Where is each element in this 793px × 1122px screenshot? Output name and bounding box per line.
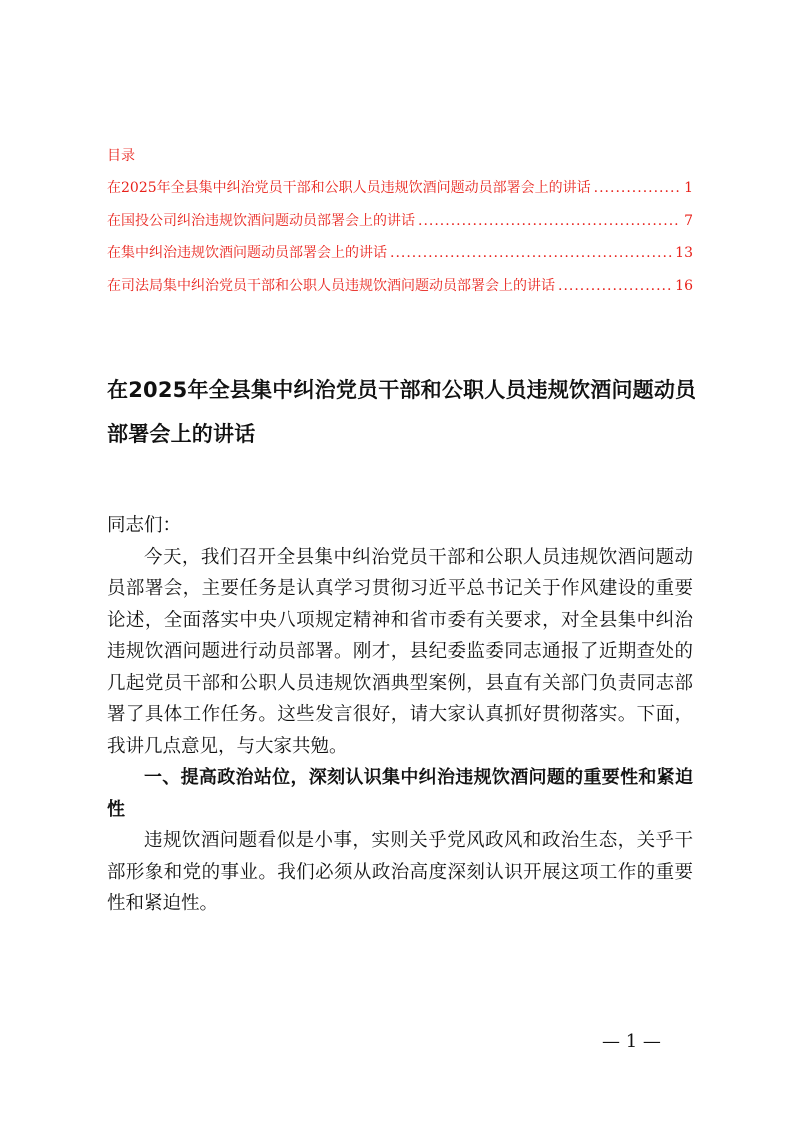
toc-dot-leader [418, 211, 681, 231]
toc-entry[interactable] [107, 276, 693, 296]
toc-entry[interactable] [107, 243, 693, 263]
toc-entry[interactable] [107, 178, 693, 198]
toc-title: 目录 [107, 148, 135, 164]
toc-entry-page: 1 [684, 180, 693, 196]
document-heading: 在2025年全县集中纠治党员干部和公职人员违规饮酒问题动员部署会上的讲话 [107, 378, 697, 446]
paragraph: 今天，我们召开全县集中纠治党员干部和公职人员违规饮酒问题动员部署会，主要任务是认真学习贯彻习近平总书记关于作风建设的重要论述，全面落实中央八项规定精神和省市委有关要求，对全县集中纠治违规饮酒问题进行动员部署。刚才，县纪委监委同志通报了近期查处的几起党员干部和公职人员违规饮酒典型案例，县直有关部门负责同志部署了具体工作任务。这些发言很好，请大家认真抓好贯彻落实。下面，我讲几点意见，与大家共勉。 [107, 546, 693, 757]
toc-dot-leader [390, 243, 672, 263]
toc-entry-text: 在2025年全县集中纠治党员干部和公职人员违规饮酒问题动员部署会上的讲话 [107, 180, 591, 196]
paragraph: 违规饮酒问题看似是小事，实则关乎党风政风和政治生态，关乎干部形象和党的事业。我们必须从政治高度深刻认识开展这项工作的重要性和紧迫性。 [107, 830, 693, 914]
toc-entry-text: 在国投公司纠治违规饮酒问题动员部署会上的讲话 [107, 212, 415, 229]
document-body [107, 510, 693, 920]
page-number: — 1 — [602, 1031, 661, 1052]
table-of-contents [107, 146, 693, 308]
toc-dot-leader [558, 276, 672, 296]
toc-entry-page: 16 [675, 277, 693, 294]
toc-entry-text: 在司法局集中纠治党员干部和公职人员违规饮酒问题动员部署会上的讲话 [107, 277, 555, 294]
section-heading: 一、提高政治站位，深刻认识集中纠治违规饮酒问题的重要性和紧迫性 [107, 767, 693, 820]
toc-entry-text: 在集中纠治违规饮酒问题动员部署会上的讲话 [107, 245, 387, 261]
toc-entry-page: 13 [675, 245, 693, 261]
salutation: 同志们： [107, 515, 182, 536]
toc-entry-page: 7 [684, 212, 693, 229]
toc-entry[interactable] [107, 211, 693, 231]
toc-dot-leader [594, 178, 681, 198]
